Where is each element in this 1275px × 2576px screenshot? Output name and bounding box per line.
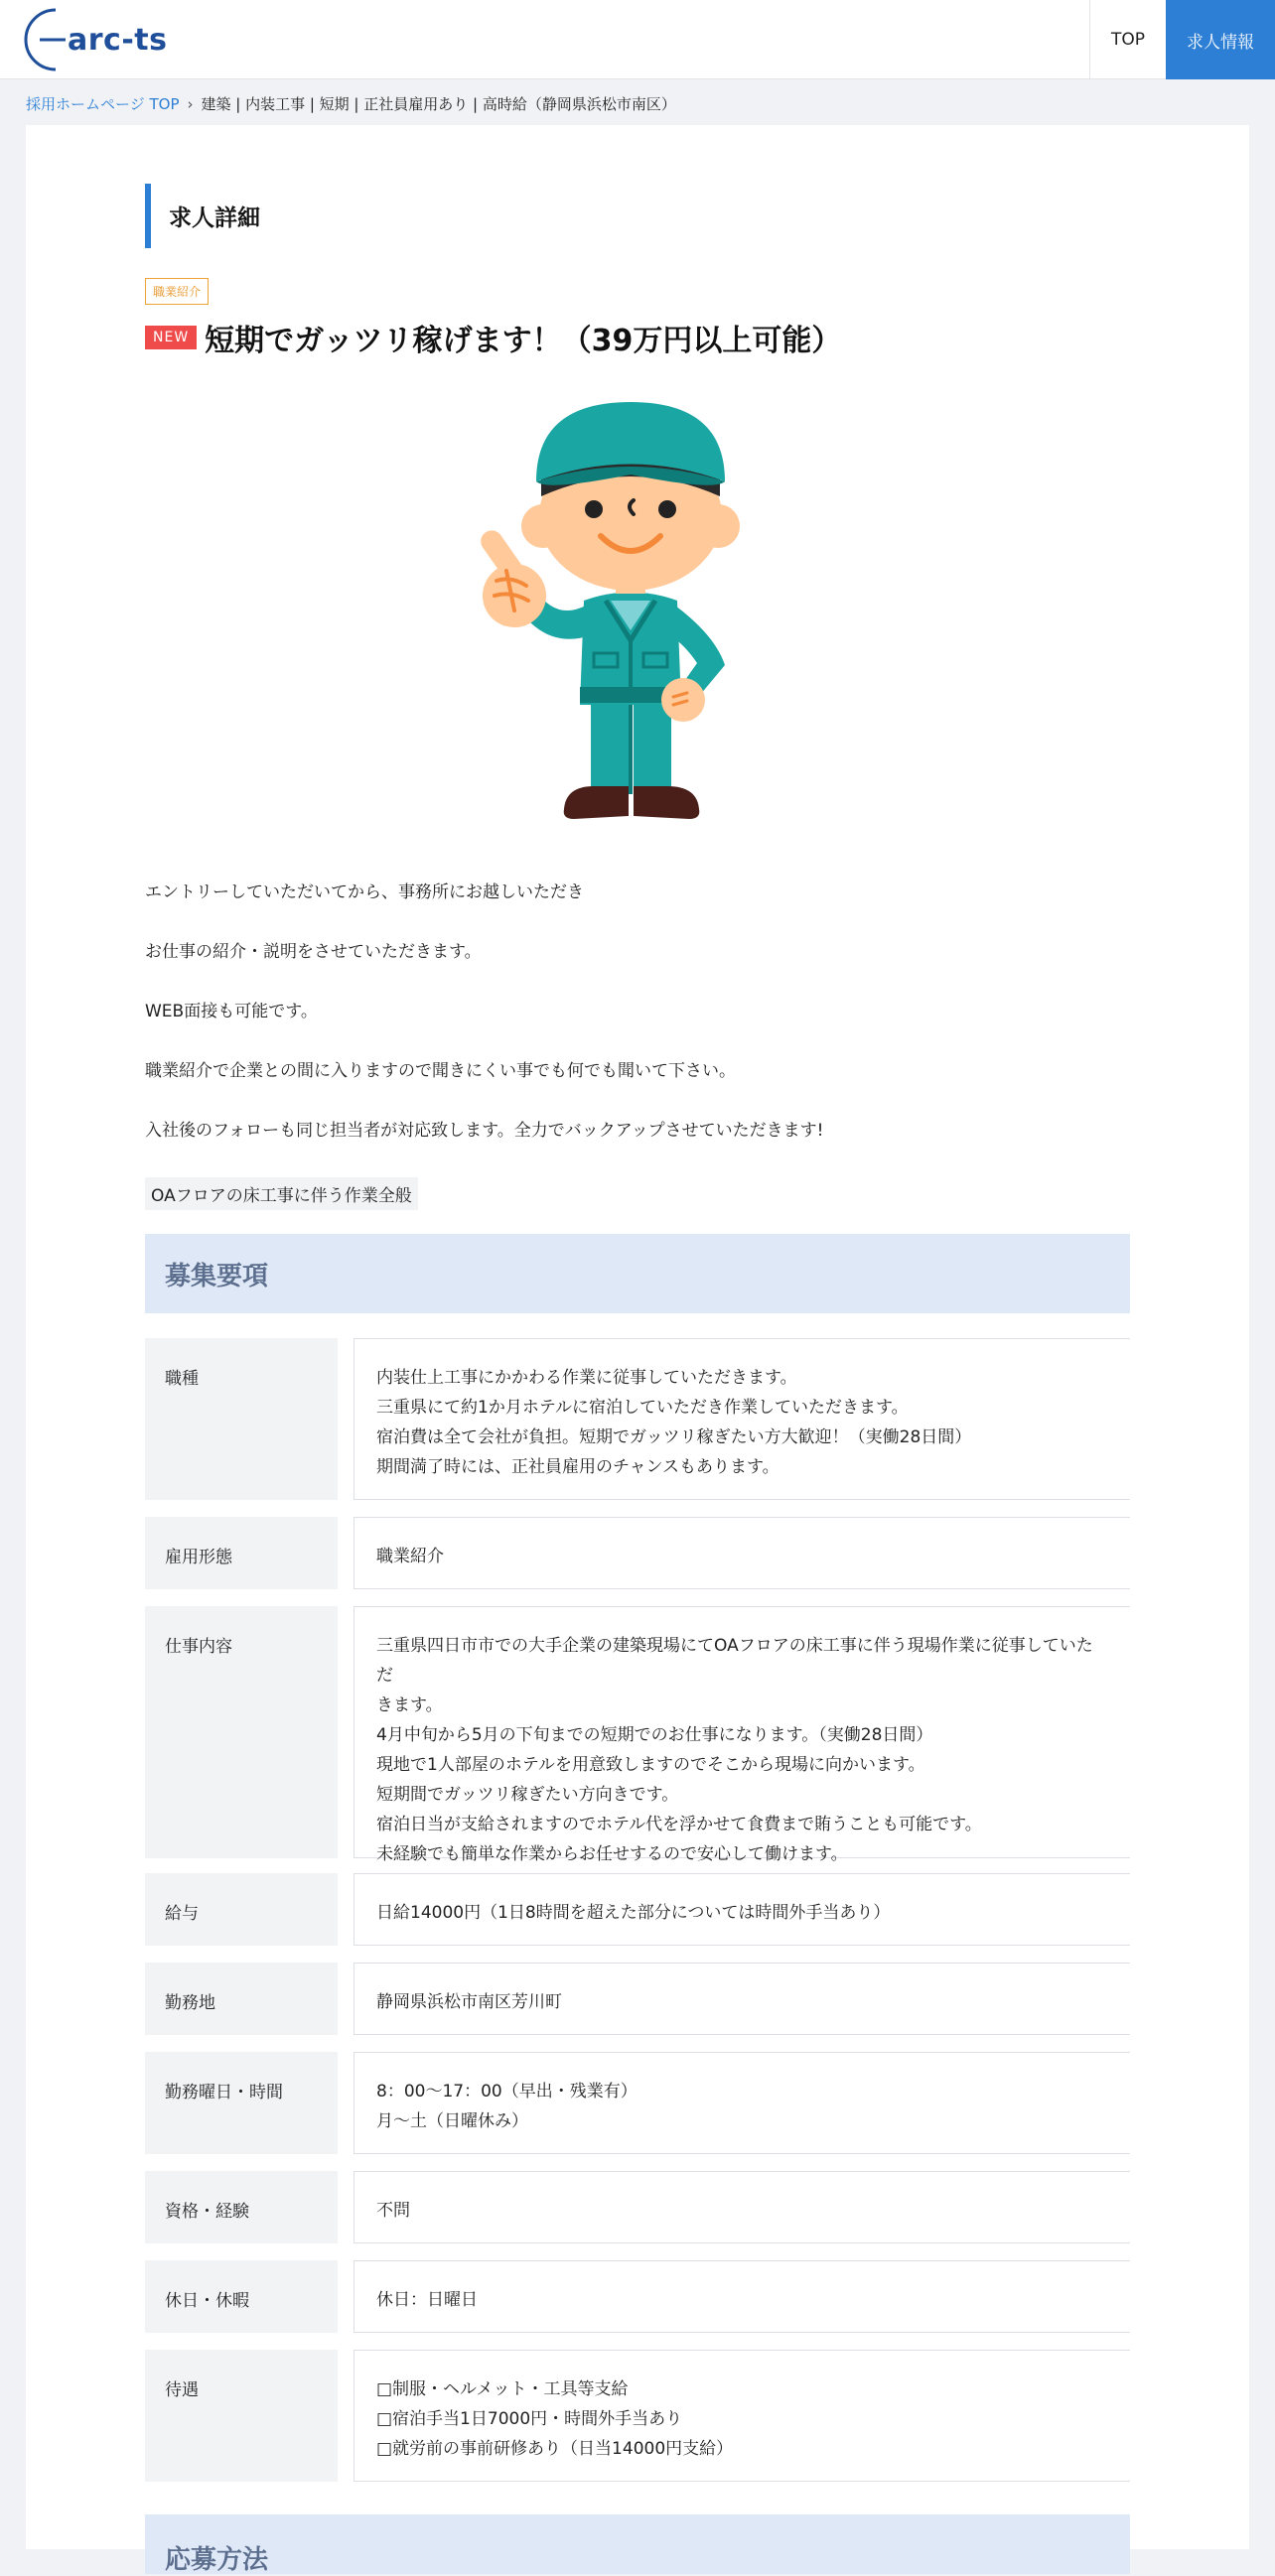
req-label: 仕事内容 xyxy=(145,1606,338,1858)
intro-text xyxy=(145,878,823,1175)
req-row-salary xyxy=(145,1873,1130,1946)
req-row-work-hours xyxy=(145,2052,1130,2154)
req-value-line: 現地で1人部屋のホテルを用意致しますのでそこから現場に向かいます。 xyxy=(376,1755,925,1775)
job-title-row xyxy=(145,316,841,359)
req-value xyxy=(354,2260,1130,2333)
req-value-line: □宿泊手当1日7000円・時間外手当あり xyxy=(376,2409,683,2429)
req-label: 給与 xyxy=(145,1873,338,1946)
req-value-line: きます。 xyxy=(376,1695,443,1715)
req-value xyxy=(354,2171,1130,2243)
intro-line: 入社後のフォローも同じ担当者が対応致します。全力でバックアップさせていただきます! xyxy=(145,1121,824,1141)
breadcrumb-home-link[interactable]: 採用ホームページ TOP xyxy=(26,95,180,113)
nav-top-link[interactable]: TOP xyxy=(1089,0,1166,79)
req-row-location xyxy=(145,1963,1130,2035)
req-row-holidays xyxy=(145,2260,1130,2333)
req-label: 雇用形態 xyxy=(145,1517,338,1589)
req-value xyxy=(354,1606,1130,1864)
breadcrumb-separator: › xyxy=(187,94,194,113)
req-value xyxy=(354,1963,1130,2035)
req-value-line: 8：00～17：00（早出・残業有） xyxy=(376,2082,638,2101)
site-header xyxy=(0,0,1275,79)
req-value xyxy=(354,1338,1130,1500)
req-value-line: 内装仕上工事にかかわる作業に従事していただきます。 xyxy=(376,1368,797,1388)
req-value-line: 期間満了時には、正社員雇用のチャンスもあります。 xyxy=(376,1457,779,1477)
req-value-line: 静岡県浜松市南区芳川町 xyxy=(376,1992,562,2012)
application-heading-text: 応募方法 xyxy=(165,2545,269,2575)
req-value xyxy=(354,2350,1130,2482)
req-value-line: 宿泊費は全て会社が負担。短期でガッツリ稼ぎたい方大歓迎！（実働28日間） xyxy=(376,1427,972,1447)
req-row-qualifications xyxy=(145,2171,1130,2243)
req-value-line: 三重県にて約1か月ホテルに宿泊していただき作業していただきます。 xyxy=(376,1398,909,1418)
section-title: 求人詳細 xyxy=(145,184,260,248)
logo[interactable] xyxy=(26,6,167,73)
req-label: 待遇 xyxy=(145,2350,338,2482)
req-value-line: □就労前の事前研修あり（日当14000円支給） xyxy=(376,2439,734,2459)
nav-jobs-link[interactable]: 求人情報 xyxy=(1166,0,1275,79)
intro-line: WEB面接も可能です。 xyxy=(145,1002,318,1021)
req-label: 資格・経験 xyxy=(145,2171,338,2243)
req-row-benefits xyxy=(145,2350,1130,2482)
req-value xyxy=(354,2052,1130,2154)
req-value-line: 休日：日曜日 xyxy=(376,2290,478,2310)
req-value-line: 月～土（日曜休み） xyxy=(376,2111,528,2131)
worker-illustration xyxy=(467,397,794,834)
req-label: 職種 xyxy=(145,1338,338,1500)
req-value-line: 未経験でも簡単な作業からお任せするので安心して働けます。 xyxy=(376,1844,848,1864)
req-row-job-category xyxy=(145,1338,1130,1500)
application-heading xyxy=(145,2514,1130,2574)
req-value-line: 不問 xyxy=(376,2201,410,2221)
logo-text: arc-ts xyxy=(68,22,168,58)
req-value-line: 短期間でガッツリ稼ぎたい方向きです。 xyxy=(376,1785,679,1805)
breadcrumb xyxy=(26,93,676,114)
requirements-heading: 募集要項 xyxy=(145,1234,1130,1313)
req-value xyxy=(354,1873,1130,1946)
breadcrumb-current: 建築 | 内装工事 | 短期 | 正社員雇用あり | 高時給（静岡県浜松市南区） xyxy=(201,95,676,113)
new-badge: NEW xyxy=(145,326,197,349)
job-type-tag: 職業紹介 xyxy=(145,278,209,305)
req-value-line: 4月中旬から5月の下旬までの短期でのお仕事になります。（実働28日間） xyxy=(376,1725,933,1745)
req-value-line: 宿泊日当が支給されますのでホテル代を浮かせて食費まで賄うことも可能です。 xyxy=(376,1815,982,1834)
intro-line: お仕事の紹介・説明をさせていただきます。 xyxy=(145,942,482,962)
req-row-employment-type xyxy=(145,1517,1130,1589)
intro-line: 職業紹介で企業との間に入りますので聞きにくい事でも何でも聞いて下さい。 xyxy=(145,1061,736,1081)
req-value-line: 三重県四日市市での大手企業の建築現場にてOAフロアの床工事に伴う現場作業に従事していただ xyxy=(376,1636,1093,1686)
req-label: 勤務地 xyxy=(145,1963,338,2035)
req-value-line: □制服・ヘルメット・工具等支給 xyxy=(376,2379,629,2399)
intro-line: エントリーしていただいてから、事務所にお越しいただき xyxy=(145,882,584,902)
req-value xyxy=(354,1517,1130,1589)
work-summary-highlight: OAフロアの床工事に伴う作業全般 xyxy=(145,1177,418,1210)
req-row-work-content xyxy=(145,1606,1130,1864)
req-label: 休日・休暇 xyxy=(145,2260,338,2333)
req-value-line: 職業紹介 xyxy=(376,1547,444,1566)
req-label: 勤務曜日・時間 xyxy=(145,2052,338,2154)
job-title: 短期でガッツリ稼げます！（39万円以上可能） xyxy=(205,324,842,358)
req-value-line: 日給14000円（1日8時間を超えた部分については時間外手当あり） xyxy=(376,1903,891,1923)
